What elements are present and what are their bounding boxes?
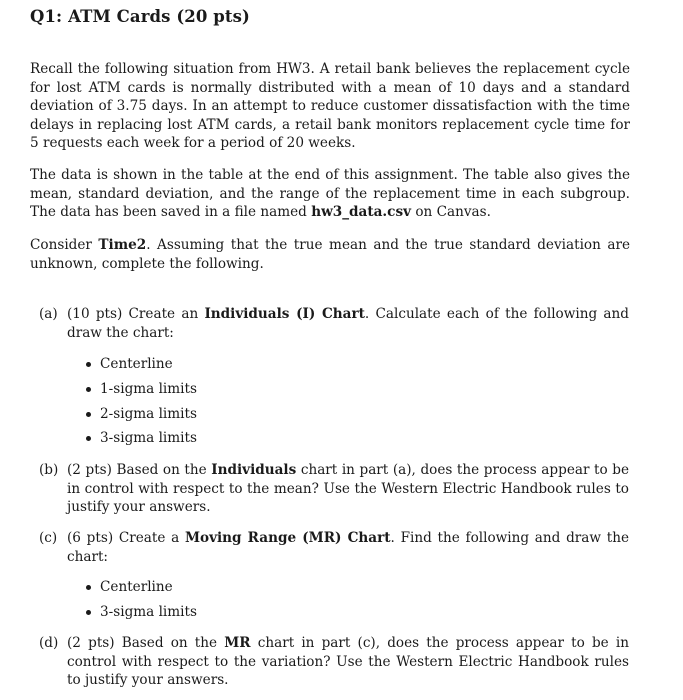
data-filename: hw3_data.csv — [311, 204, 411, 221]
instruction-text: Consider — [30, 237, 99, 253]
data-paragraph — [30, 166, 630, 222]
part-d-text — [67, 634, 629, 690]
bullet-icon — [86, 412, 91, 417]
list-item-label: 3-sigma limits — [100, 430, 197, 447]
list-item-label: Centerline — [100, 356, 173, 372]
list-item — [86, 380, 197, 405]
bullet-icon — [86, 610, 91, 615]
part-b-post: chart in part (a), does the process appear to be in control with respect to the mean? Use the Western Electric Handbook rules to justify your answers. — [67, 462, 629, 516]
part-a-pre: (10 pts) Create an — [67, 306, 205, 322]
bullet-icon — [86, 362, 91, 367]
part-a-text — [67, 305, 629, 342]
list-item — [86, 405, 197, 430]
part-a-list — [86, 355, 197, 454]
data-paragraph-text: The data is shown in the table at the end of this assignment. The table also gives the mean, standard deviation, and the range of the replacement time in each subgroup. The data has been saved in a file named — [30, 167, 630, 221]
list-item — [86, 429, 197, 454]
part-c-label: (c) — [39, 530, 58, 546]
variable-name: Time2 — [98, 237, 147, 253]
part-d-pre: (2 pts) Based on the — [67, 635, 225, 651]
bullet-icon — [86, 387, 91, 392]
part-d-bold: MR — [224, 635, 251, 651]
intro-paragraph: Recall the following situation from HW3. A retail bank believes the replacement cycle for lost ATM cards is normally distributed with a mean of 10 days and a standard deviation of 3.75 days. In an attempt to reduce customer dissatisfaction with the time delays in replacing lost ATM cards, a retail bank monitors replacement cycle time for 5 requests each week for a period of 20 weeks. — [30, 61, 630, 152]
part-c — [39, 529, 629, 566]
part-a-post: . Calculate each of the following and draw the chart: — [67, 306, 629, 341]
part-b-pre: (2 pts) Based on the — [67, 462, 212, 478]
part-c-bold: Moving Range (MR) Chart — [184, 530, 391, 546]
part-c-pre: (6 pts) Create a — [67, 530, 185, 546]
instruction-paragraph — [30, 236, 630, 273]
instruction-tail: . Assuming that the true mean and the true standard deviation are unknown, complete the following. — [30, 237, 631, 272]
part-b — [39, 461, 629, 517]
part-c-post: . Find the following and draw the chart: — [67, 530, 630, 565]
part-a — [39, 305, 629, 342]
part-b-bold: Individuals — [211, 462, 297, 478]
part-a-bold: Individuals (I) Chart — [204, 306, 365, 322]
part-c-list — [86, 578, 197, 628]
bullet-icon — [86, 436, 91, 441]
part-b-text — [67, 461, 629, 517]
list-item-label: 3-sigma limits — [100, 603, 197, 620]
list-item-label: 2-sigma limits — [100, 405, 197, 422]
part-d-post: chart in part (c), does the process appear to be in control with respect to the variation? Use the Western Electric Handbook rules to justify your answers. — [67, 635, 629, 689]
question-title: Q1: ATM Cards (20 pts) — [30, 7, 250, 26]
part-d — [39, 634, 629, 690]
list-item-label: 1-sigma limits — [100, 380, 197, 397]
list-item — [86, 578, 197, 603]
list-item-label: Centerline — [100, 579, 173, 595]
part-d-label: (d) — [39, 635, 59, 651]
list-item — [86, 603, 197, 628]
part-c-text — [67, 529, 629, 566]
list-item — [86, 355, 197, 380]
data-paragraph-tail: on Canvas. — [411, 204, 491, 221]
bullet-icon — [86, 585, 91, 590]
part-b-label: (b) — [39, 462, 59, 478]
part-a-label: (a) — [39, 306, 58, 322]
